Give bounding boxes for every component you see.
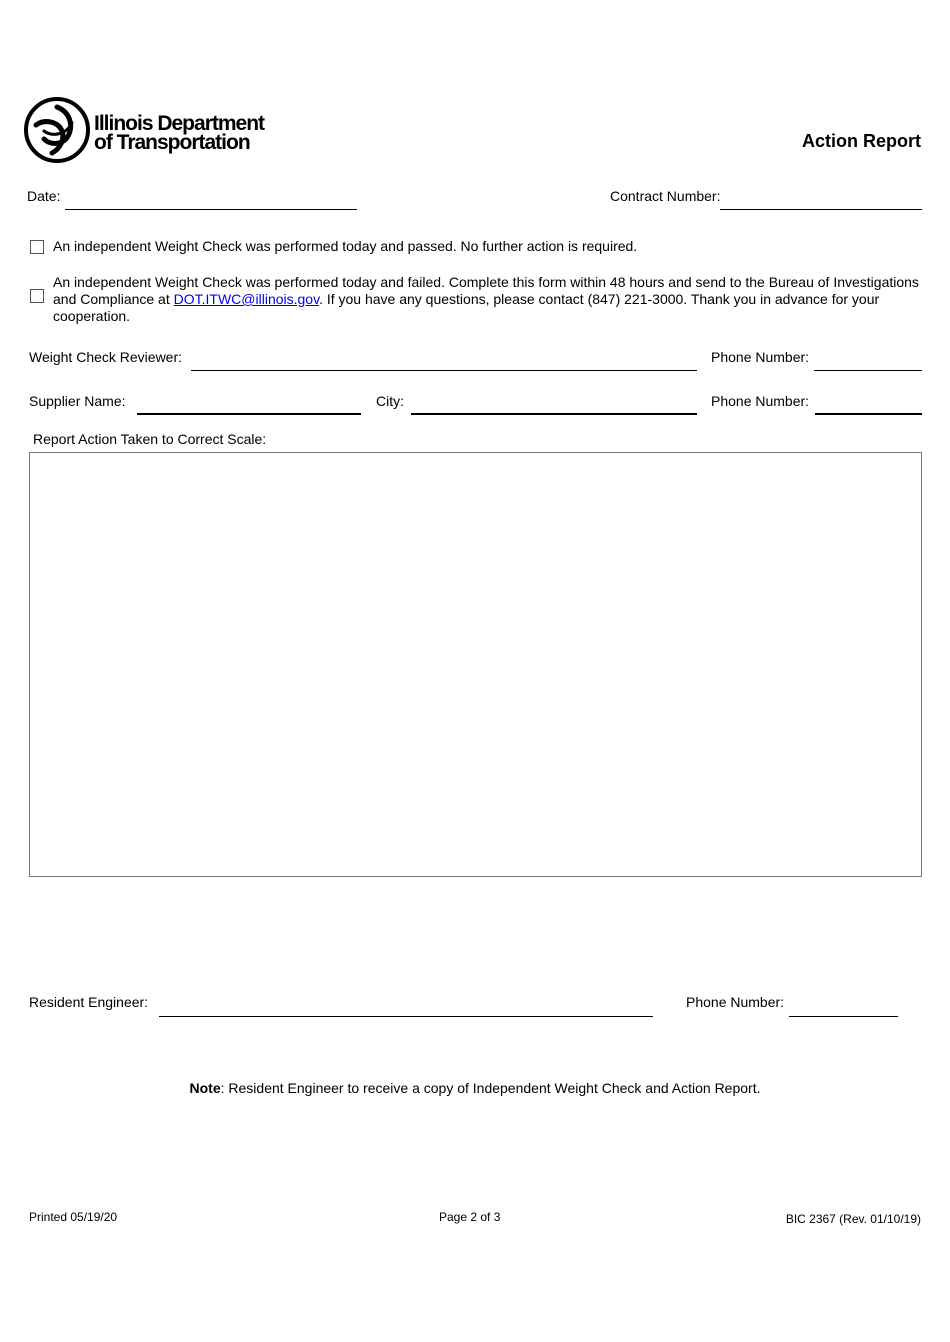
failed-text-part-2: . If you have any questions, please contact (847) 221-3000. Thank you in advance for your cooperation. (53, 291, 880, 324)
date-label: Date: (27, 188, 61, 204)
supplier-name-field[interactable] (137, 413, 361, 415)
page-number: Page 2 of 3 (439, 1210, 501, 1224)
city-field[interactable] (411, 413, 697, 415)
report-action-label: Report Action Taken to Correct Scale: (33, 431, 267, 447)
reviewer-label: Weight Check Reviewer: (29, 349, 183, 365)
report-action-textarea[interactable] (29, 452, 922, 877)
supplier-phone-label: Phone Number: (711, 393, 810, 409)
contract-number-label: Contract Number: (610, 188, 721, 204)
idot-logo-icon (22, 95, 92, 165)
failed-checkbox[interactable] (30, 289, 44, 303)
supplier-name-label: Supplier Name: (29, 393, 126, 409)
supplier-phone-field[interactable] (815, 413, 922, 415)
page-title: Action Report (802, 131, 921, 151)
idot-logo (22, 95, 282, 165)
resident-engineer-label: Resident Engineer: (29, 994, 149, 1010)
note-body: : Resident Engineer to receive a copy of Independent Weight Check and Action Report. (220, 1080, 761, 1096)
printed-date: Printed 05/19/20 (29, 1210, 118, 1224)
reviewer-phone-field[interactable] (814, 370, 922, 371)
logo-line-1: Illinois Department (94, 112, 265, 135)
passed-checkbox[interactable] (30, 240, 44, 254)
date-field[interactable] (65, 209, 357, 210)
note-text (0, 1080, 950, 1096)
passed-text: An independent Weight Check was performed today and passed. No further action is required. (53, 238, 638, 254)
resident-engineer-field[interactable] (159, 1016, 653, 1017)
contract-number-field[interactable] (720, 209, 922, 210)
reviewer-phone-label: Phone Number: (711, 349, 810, 365)
city-label: City: (376, 393, 404, 409)
note-bold: Note (189, 1080, 221, 1096)
failed-text (53, 274, 923, 325)
engineer-phone-label: Phone Number: (686, 994, 785, 1010)
reviewer-field[interactable] (191, 370, 697, 371)
engineer-phone-field[interactable] (789, 1016, 898, 1017)
form-id: BIC 2367 (Rev. 01/10/19) (785, 1212, 921, 1226)
email-link[interactable]: DOT.ITWC@illinois.gov (173, 291, 320, 307)
failed-text-part-1: An independent Weight Check was performed today and failed. Complete this form within 48 hours and send to the Bureau of Investigations and Compliance at (53, 274, 919, 307)
logo-line-2: of Transportation (94, 131, 250, 154)
